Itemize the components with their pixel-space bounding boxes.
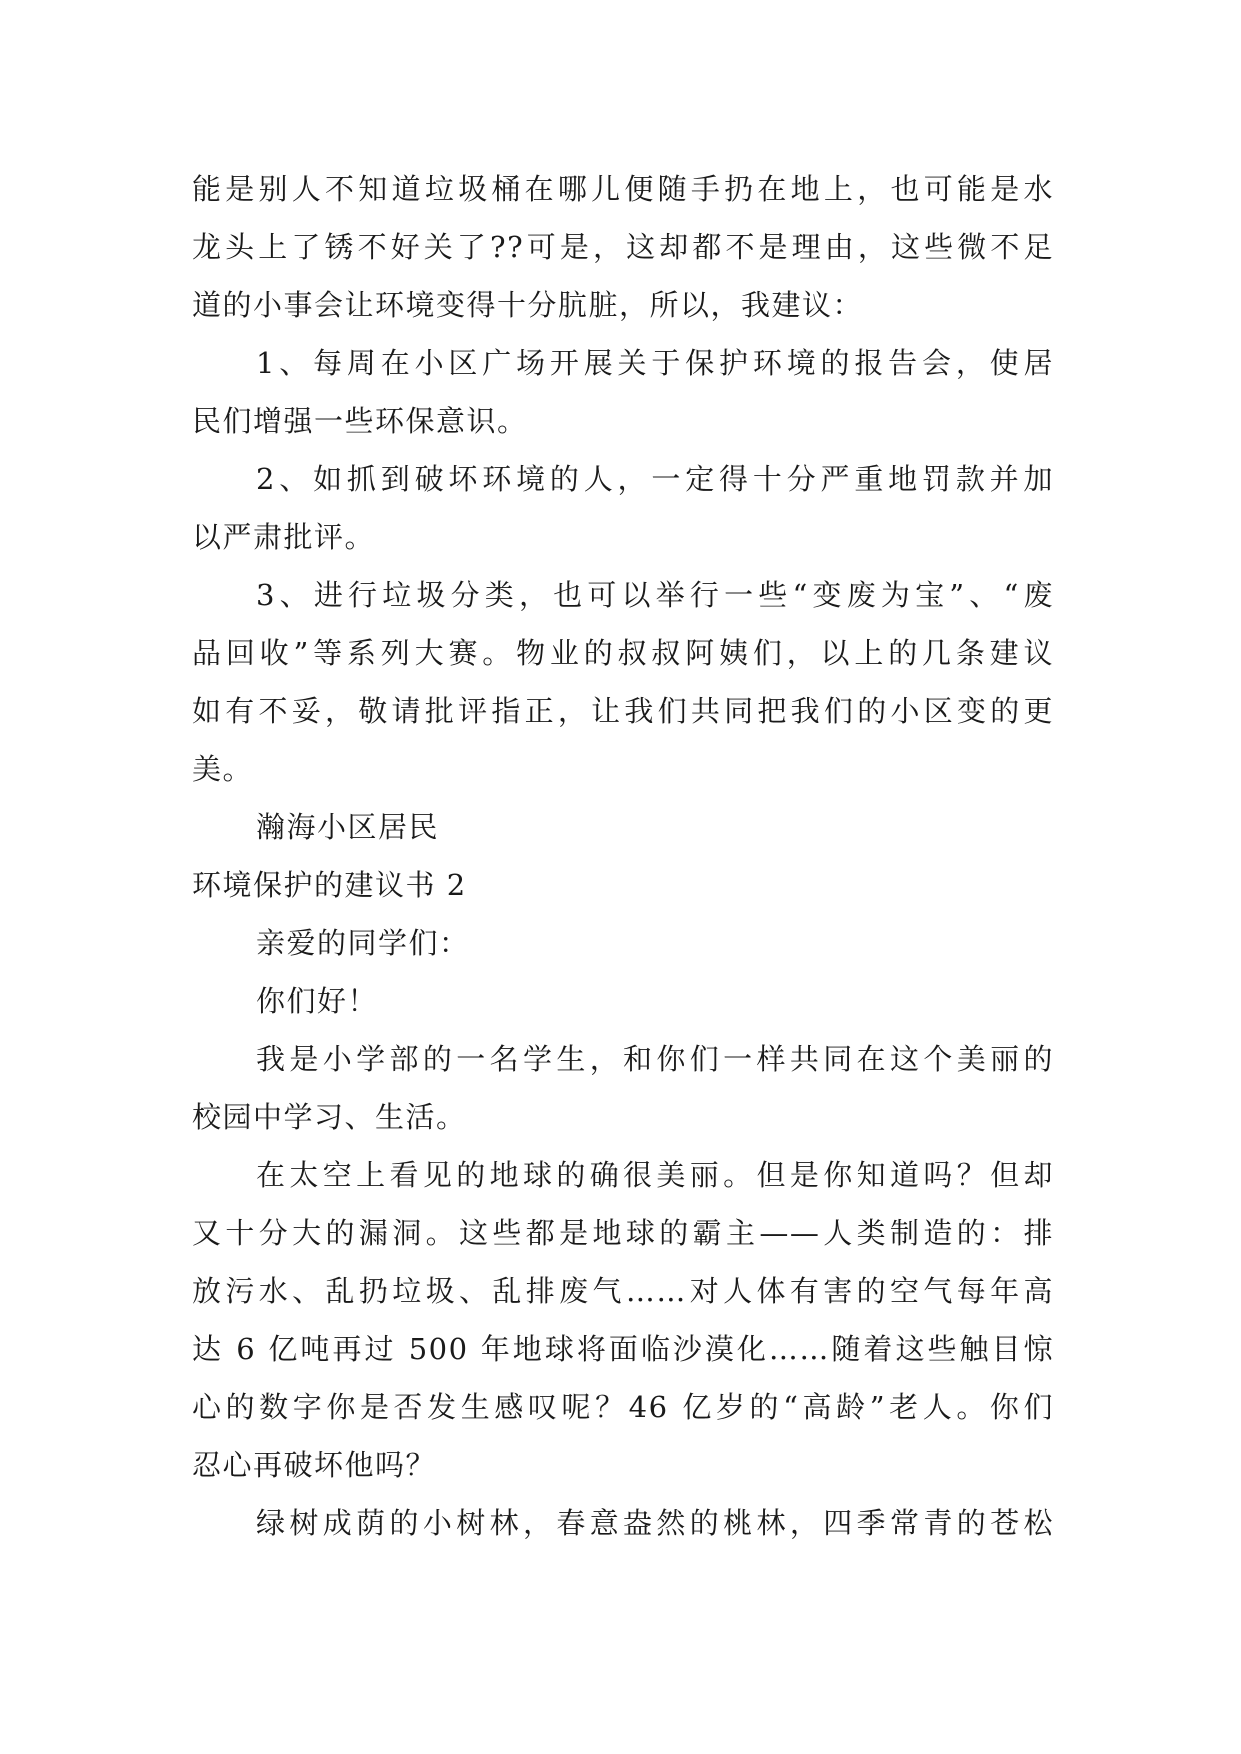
text-line: 忍心再破坏他吗？ [192, 1448, 437, 1482]
text-line: 达 6 亿吨再过 500 年地球将面临沙漠化……随着这些触目惊 [192, 1332, 1054, 1366]
text-line: 放污水、乱扔垃圾、乱排废气……对人体有害的空气每年高 [192, 1274, 1054, 1308]
text-line: 校园中学习、生活。 [192, 1100, 467, 1134]
text-line: 民们增强一些环保意识。 [192, 404, 528, 438]
paragraph-earth [192, 1146, 1054, 1494]
text-line: 1、每周在小区广场开展关于保护环境的报告会，使居 [256, 346, 1054, 380]
text-line: 能是别人不知道垃圾桶在哪儿便随手扔在地上，也可能是水 [192, 172, 1054, 206]
signature: 瀚海小区居民 [256, 810, 440, 844]
text-line: 绿树成荫的小树林，春意盎然的桃林，四季常青的苍松 [256, 1506, 1054, 1540]
text-line: 美。 [192, 752, 254, 786]
text-line: 2、如抓到破坏环境的人，一定得十分严重地罚款并加 [256, 462, 1054, 496]
document-body [192, 160, 1054, 1552]
paragraph-forest [192, 1494, 1054, 1552]
suggestion-item-2 [192, 450, 1054, 566]
suggestion-item-1 [192, 334, 1054, 450]
text-line: 3、进行垃圾分类，也可以举行一些“变废为宝”、“废 [256, 578, 1054, 612]
text-line: 我是小学部的一名学生，和你们一样共同在这个美丽的 [256, 1042, 1054, 1076]
text-line: 心的数字你是否发生感叹呢？46 亿岁的“高龄”老人。你们 [192, 1390, 1054, 1424]
salutation: 亲爱的同学们： [256, 926, 470, 960]
suggestion-item-3 [192, 566, 1054, 798]
text-line: 在太空上看见的地球的确很美丽。但是你知道吗？但却 [256, 1158, 1054, 1192]
text-line: 如有不妥，敬请批评指正，让我们共同把我们的小区变的更 [192, 694, 1054, 728]
paragraph-intro [192, 1030, 1054, 1146]
text-line: 又十分大的漏洞。这些都是地球的霸主——人类制造的：排 [192, 1216, 1054, 1250]
paragraph-continuation [192, 160, 1054, 334]
text-line: 道的小事会让环境变得十分肮脏，所以，我建议： [192, 288, 864, 322]
text-line: 龙头上了锈不好关了??可是，这却都不是理由，这些微不足 [192, 230, 1054, 264]
text-line: 以严肃批评。 [192, 520, 376, 554]
greeting: 你们好！ [256, 984, 379, 1018]
text-line: 品回收”等系列大赛。物业的叔叔阿姨们，以上的几条建议 [192, 636, 1054, 670]
section-heading: 环境保护的建议书 2 [192, 868, 467, 902]
